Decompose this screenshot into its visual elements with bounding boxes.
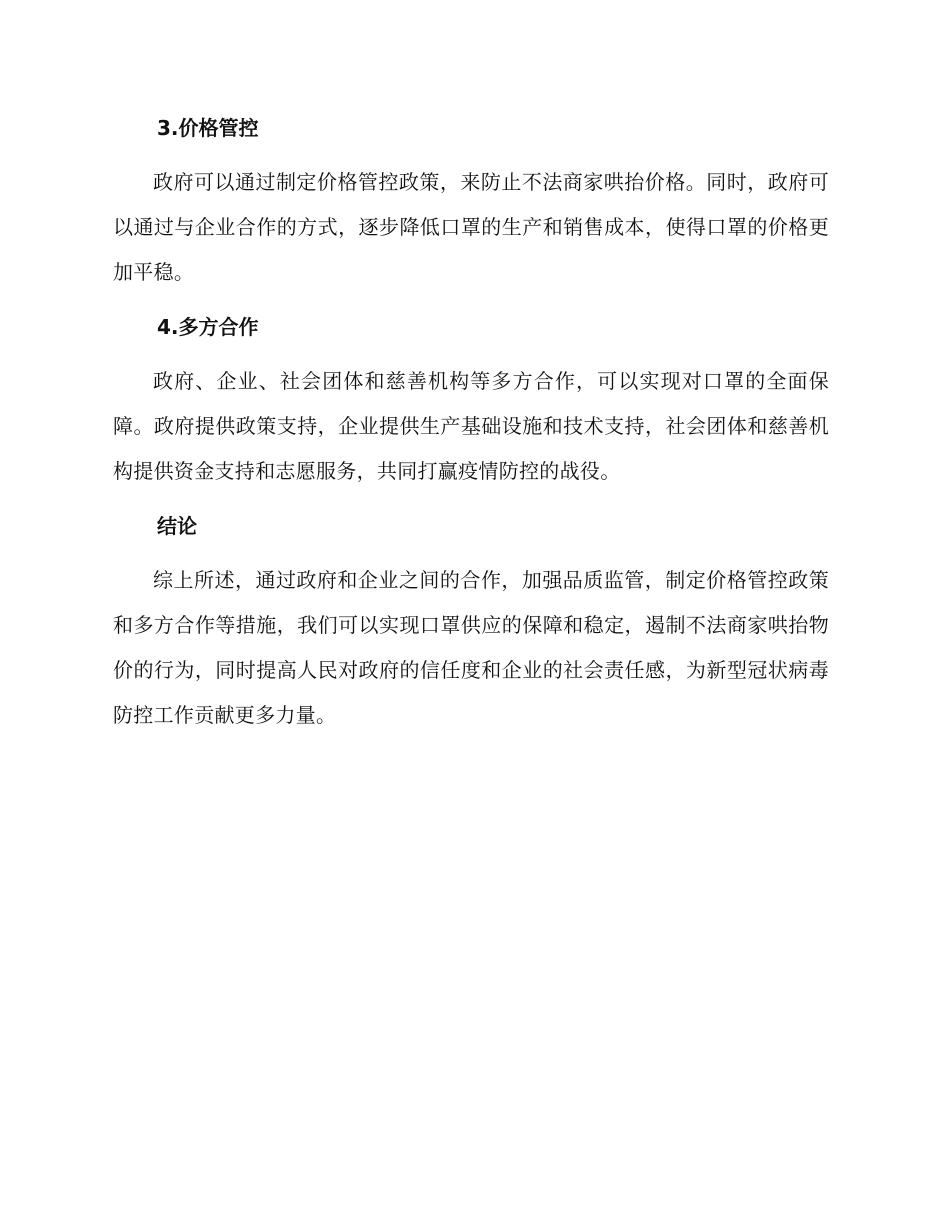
section-paragraph: 综上所述，通过政府和企业之间的合作，加强品质监管，制定价格管控政策和多方合作等措施，我们可以实现口罩供应的保障和稳定，遏制不法商家哄抬物价的行为，同时提高人民对政府的信任度和企业的社会责任感，为新型冠状病毒防控工作贡献更多力量。 [113, 568, 829, 727]
section-heading: 4.多方合作 [157, 315, 259, 339]
document-page [113, 108, 829, 738]
section-heading: 结论 [157, 514, 197, 538]
section-paragraph: 政府、企业、社会团体和慈善机构等多方合作，可以实现对口罩的全面保障。政府提供政策支持，企业提供生产基础设施和技术支持，社会团体和慈善机构提供资金支持和志愿服务，共同打赢疫情防控的战役。 [113, 369, 829, 483]
section-heading: 3.价格管控 [157, 116, 259, 140]
section-price-control [113, 108, 829, 295]
section-conclusion [113, 506, 829, 738]
section-multi-party-cooperation [113, 307, 829, 494]
section-paragraph: 政府可以通过制定价格管控政策，来防止不法商家哄抬价格。同时，政府可以通过与企业合作的方式，逐步降低口罩的生产和销售成本，使得口罩的价格更加平稳。 [113, 170, 829, 284]
